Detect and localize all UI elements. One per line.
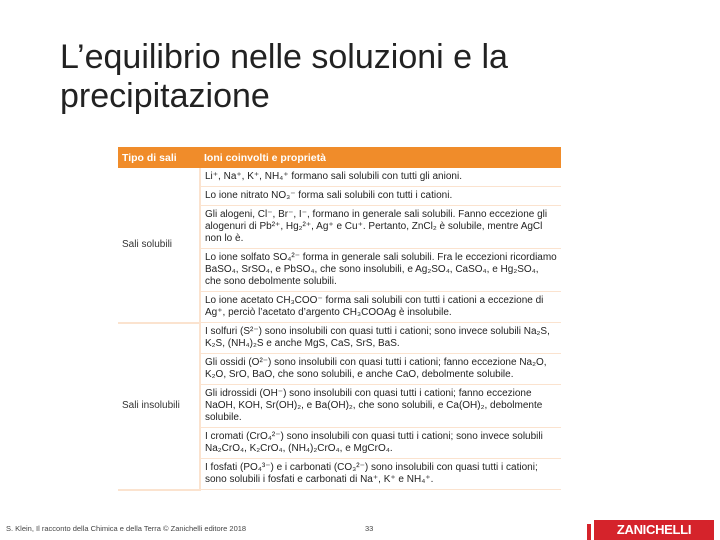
- table-cell: I cromati (CrO₄²⁻) sono insolubili con quasi tutti i cationi; sono invece solubili Na₂CrO₄, K₂CrO₄, (NH₄)₂CrO₄, e MgCrO₄.: [200, 428, 561, 459]
- table-row: [118, 323, 561, 354]
- table-cell: Lo ione solfato SO₄²⁻ forma in generale sali solubili. Fra le eccezioni ricordiamo BaSO₄, SrSO₄, e PbSO₄, che sono insolubili, e Ag₂SO₄, CaSO₄, e Hg₂SO₄, che sono debolmente solubili.: [200, 249, 561, 292]
- table-row: [118, 168, 561, 187]
- category-insoluble: Sali insolubili: [118, 323, 200, 490]
- publisher-logo: ZANICHELLI: [594, 520, 714, 540]
- table-cell: Gli alogeni, Cl⁻, Br⁻, I⁻, formano in generale sali solubili. Fanno eccezione gli alogenuri di Pb²⁺, Hg₂²⁺, Ag⁺ e Cu⁺. Pertanto, ZnCl₂ è solubile, mentre AgCl non lo è.: [200, 206, 561, 249]
- table-cell: Gli ossidi (O²⁻) sono insolubili con quasi tutti i cationi; fanno eccezione Na₂O, K₂O, SrO, BaO, che sono solubili, e anche CaO, debolmente solubile.: [200, 354, 561, 385]
- logo-accent: [587, 524, 591, 540]
- table-cell: Gli idrossidi (OH⁻) sono insolubili con quasi tutti i cationi; fanno eccezione NaOH, KOH, Sr(OH)₂, e Ba(OH)₂, che sono solubili, e Ca(OH)₂, debolmente solubile.: [200, 385, 561, 428]
- slide-title: L’equilibrio nelle soluzioni e la precipitazione: [60, 38, 508, 115]
- column-header-ions: Ioni coinvolti e proprietà: [200, 147, 561, 168]
- table-cell: Lo ione acetato CH₃COO⁻ forma sali solubili con tutti i cationi a eccezione di Ag⁺, perciò l’acetato d’argento CH₃COOAg è insolubile.: [200, 292, 561, 323]
- table-cell: Li⁺, Na⁺, K⁺, NH₄⁺ formano sali solubili con tutti gli anioni.: [200, 168, 561, 187]
- category-soluble: Sali solubili: [118, 168, 200, 323]
- table-header-row: [118, 147, 561, 168]
- page-number: 33: [365, 524, 374, 533]
- table-cell: I fosfati (PO₄³⁻) e i carbonati (CO₃²⁻) sono insolubili con quasi tutti i cationi; sono solubili i fosfati e carbonati di Na⁺, K⁺ e NH₄⁺.: [200, 459, 561, 490]
- table-cell: I solfuri (S²⁻) sono insolubili con quasi tutti i cationi; sono invece solubili Na₂S, K₂S, (NH₄)₂S e anche MgS, CaS, SrS, BaS.: [200, 323, 561, 354]
- solubility-table: [118, 147, 561, 491]
- table-cell: Lo ione nitrato NO₃⁻ forma sali solubili con tutti i cationi.: [200, 187, 561, 206]
- column-header-type: Tipo di sali: [118, 147, 200, 168]
- footer-citation: S. Klein, Il racconto della Chimica e della Terra © Zanichelli editore 2018: [6, 524, 247, 533]
